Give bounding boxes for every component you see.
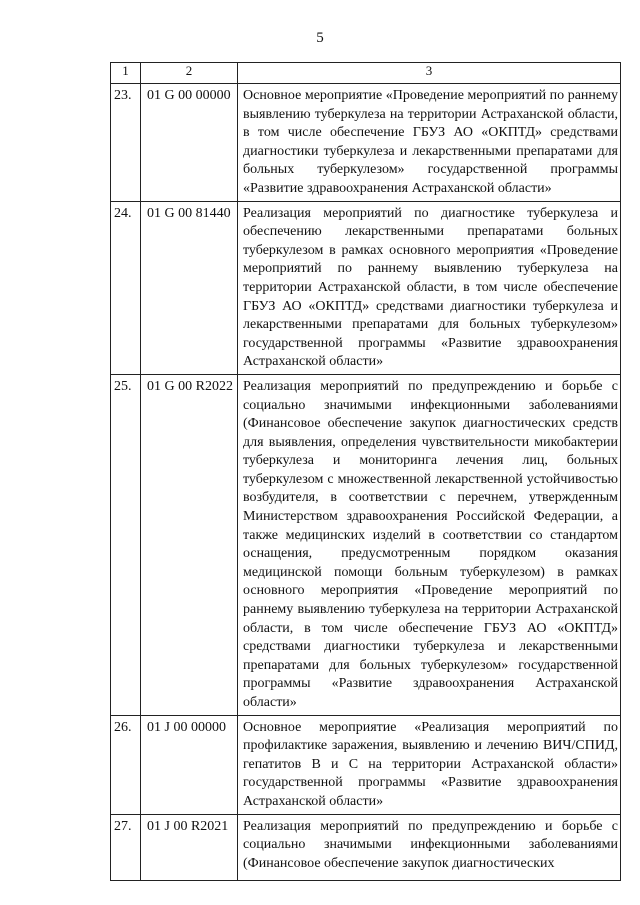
table-row [111,84,621,202]
row-number: 27. [111,814,141,880]
table-row [111,201,621,374]
row-description: Основное мероприятие «Реализация мероприятий по профилактике заражения, выявлению и лечению ВИЧ/СПИД, гепатитов В и С на территории Астраханской области» государственной программы «Развитие здравоохранения Астраханской области» [238,715,621,814]
classification-code: 01 G 00 R2022 [141,374,238,715]
row-description: Реализация мероприятий по диагностике туберкулеза и обеспечению лекарственными препаратами больных туберкулезом в рамках основного мероприятия «Проведение мероприятий по раннему выявлению туберкулеза на территории Астраханской области, в том числе обеспечение ГБУЗ АО «ОКПТД» средствами диагностики туберкулеза и лекарственными препаратами для больных туберкулезом» государственной программы «Развитие здравоохранения Астраханской области» [238,201,621,374]
row-description: Реализация мероприятий по предупреждению и борьбе с социально значимыми инфекционными заболеваниями (Финансовое обеспечение закупок диагностических [238,814,621,880]
row-number: 24. [111,201,141,374]
table-row [111,814,621,880]
table-row [111,374,621,715]
row-description: Основное мероприятие «Проведение мероприятий по раннему выявлению туберкулеза на территории Астраханской области, в том числе обеспечение ГБУЗ АО «ОКПТД» средствами диагностики туберкулеза и лекарственными препаратами для больных туберкулезом» государственной программы «Развитие здравоохранения Астраханской области» [238,84,621,202]
table-header-row [111,63,621,84]
classification-code: 01 G 00 81440 [141,201,238,374]
column-header-description: 3 [238,63,621,84]
budget-classification-table [110,62,621,881]
classification-code: 01 J 00 00000 [141,715,238,814]
row-description: Реализация мероприятий по предупреждению и борьбе с социально значимыми инфекционными заболеваниями (Финансовое обеспечение закупок диагностических средств для выявления, определения чувствительности микобактерии туберкулеза и мониторинга лечения лиц, больных туберкулезом с множественной лекарственной устойчивостью возбудителя, в соответствии с перечнем, утвержденным Министерством здравоохранения Российской Федерации, а также медицинских изделий в соответствии со стандартом оснащения, предусмотренным порядком оказания медицинской помощи больным туберкулезом) в рамках основного мероприятия «Проведение мероприятий по раннему выявлению туберкулеза на территории Астраханской области, в том числе обеспечение ГБУЗ АО «ОКПТД» средствами диагностики туберкулеза и лекарственными препаратами для больных туберкулезом» государственной программы «Развитие здравоохранения Астраханской области» [238,374,621,715]
row-number: 25. [111,374,141,715]
row-number: 23. [111,84,141,202]
classification-code: 01 G 00 00000 [141,84,238,202]
page-number: 5 [316,30,324,46]
table-row [111,715,621,814]
column-header-code: 2 [141,63,238,84]
column-header-number: 1 [111,63,141,84]
row-number: 26. [111,715,141,814]
classification-code: 01 J 00 R2021 [141,814,238,880]
